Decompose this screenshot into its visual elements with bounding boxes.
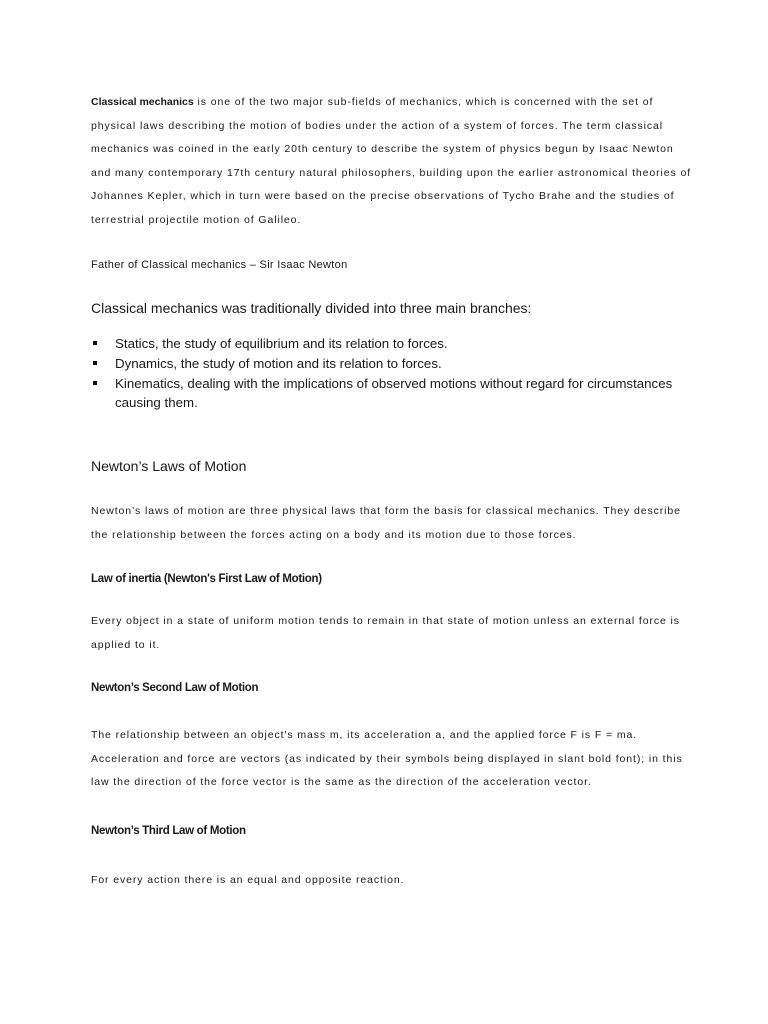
third-law-heading: Newton’s Third Law of Motion bbox=[91, 825, 246, 837]
father-line: Father of Classical mechanics – Sir Isaac Newton bbox=[91, 259, 348, 271]
square-bullet-icon bbox=[93, 381, 97, 385]
square-bullet-icon bbox=[93, 341, 97, 345]
laws-intro-paragraph: Newton’s laws of motion are three physical laws that form the basis for classical mechanics. They describe the relationship between the forces acting on a body and its motion due to those forces. bbox=[91, 505, 681, 541]
branches-list bbox=[91, 334, 691, 413]
first-law-text: Every object in a state of uniform motion tends to remain in that state of motion unless an external force is applied to it. bbox=[91, 615, 680, 651]
intro-paragraph bbox=[91, 91, 691, 233]
list-item bbox=[91, 354, 691, 374]
list-item-text: Dynamics, the study of motion and its relation to forces. bbox=[115, 355, 442, 371]
intro-term: Classical mechanics bbox=[91, 96, 194, 108]
list-item-text: Statics, the study of equilibrium and its relation to forces. bbox=[115, 336, 448, 351]
list-item bbox=[91, 334, 691, 354]
section-heading: Newton’s Laws of Motion bbox=[91, 458, 247, 474]
second-law-text: The relationship between an object's mass m, its acceleration a, and the applied force F is F = ma. Acceleration and force are vectors (as indicated by their symbols being displayed in slant bold font); in this law the direction of the force vector is the same as the direction of the acceleration vector. bbox=[91, 729, 683, 789]
list-item-text: Kinematics, dealing with the implications of observed motions without regard for circumstances causing them. bbox=[115, 375, 673, 411]
first-law-heading: Law of inertia (Newton's First Law of Motion) bbox=[91, 573, 322, 585]
square-bullet-icon bbox=[93, 361, 97, 365]
list-item bbox=[91, 374, 691, 414]
third-law-text: For every action there is an equal and opposite reaction. bbox=[91, 874, 405, 886]
second-law-heading: Newton’s Second Law of Motion bbox=[91, 682, 259, 694]
intro-text: is one of the two major sub-fields of mechanics, which is concerned with the set of physical laws describing the motion of bodies under the action of a system of forces. The term classical mechanics was coined in the early 20th century to describe the system of physics begun by Isaac Newton and many contemporary 17th century natural philosophers, building upon the earlier astronomical theories of Johannes Kepler, which in turn were based on the precise observations of Tycho Brahe and the studies of terrestrial projectile motion of Galileo. bbox=[91, 96, 692, 226]
branches-intro: Classical mechanics was traditionally divided into three main branches: bbox=[91, 300, 532, 316]
